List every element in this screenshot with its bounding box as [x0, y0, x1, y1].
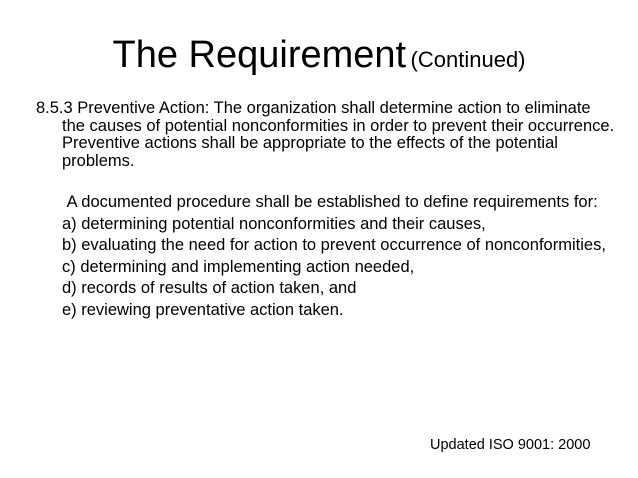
title-main: The Requirement — [112, 34, 407, 76]
list-item-b: b) evaluating the need for action to prevent occurrence of nonconformities, — [62, 236, 606, 254]
procedure-intro: A documented procedure shall be established to define requirements for: — [62, 193, 598, 211]
list-item-c: c) determining and implementing action needed, — [62, 257, 415, 276]
list-item-e: e) reviewing preventative action taken. — [62, 300, 344, 319]
procedure-block — [36, 194, 616, 319]
slide-body — [36, 100, 616, 323]
list-item-a: a) determining potential nonconformities and their causes, — [62, 214, 486, 233]
list-item-d: d) records of results of action taken, and — [62, 279, 357, 297]
slide-title — [0, 36, 638, 74]
footer-note: Updated ISO 9001: 2000 — [430, 437, 591, 453]
clause-paragraph: 8.5.3 Preventive Action: The organization shall determine action to eliminate the causes of potential nonconformities in order to prevent their occurrence. Preventive actions shall be appropriate to the effects of the potential problems. — [36, 99, 615, 170]
title-subtitle: (Continued) — [410, 47, 526, 72]
